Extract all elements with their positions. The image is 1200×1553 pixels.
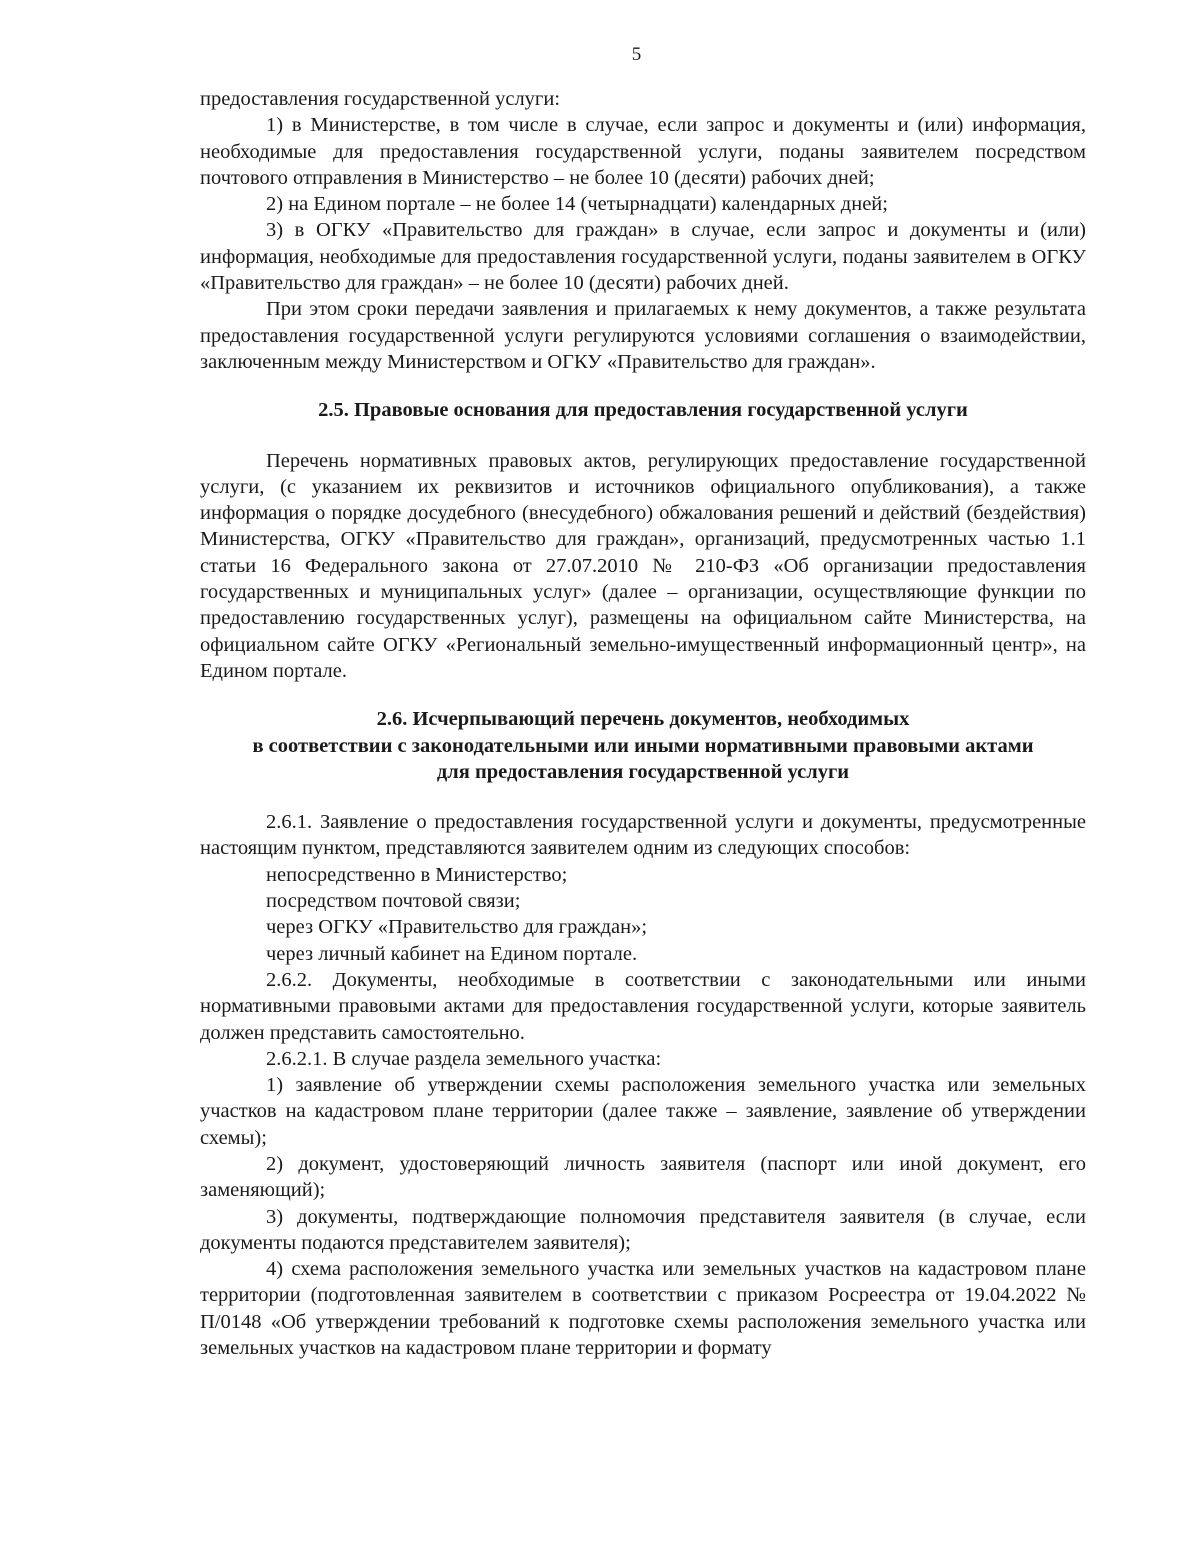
paragraph: 2.6.2.1. В случае раздела земельного участка: (266, 1047, 662, 1070)
section-heading-2-5: 2.5. Правовые основания для предоставления государственной услуги (318, 399, 968, 422)
heading-line: 2.6. Исчерпывающий перечень документов, необходимых (376, 708, 910, 731)
paragraph: 3) в ОГКУ «Правительство для граждан» в случае, если запрос и документы и (или) информация, необходимые для предоставления государственной услуги, поданы заявителем в ОГКУ «Правительство для граждан» – не более 10 (десяти) рабочих дней. (200, 219, 1086, 295)
list-item: 3) документы, подтверждающие полномочия представителя заявителя (в случае, если документы подаются представителем заявителя); (200, 1205, 1086, 1254)
paragraph: 2) на Едином портале – не более 14 (четырнадцати) календарных дней; (266, 193, 888, 216)
section-heading-2-6 (200, 706, 1086, 785)
heading-line: для предоставления государственной услуги (436, 760, 850, 783)
paragraph: При этом сроки передачи заявления и прилагаемых к нему документов, а также результата предоставления государственной услуги регулируются условиями соглашения о взаимодействии, заключенным между Министерством и ОГКУ «Правительство для граждан». (200, 298, 1086, 373)
list-item: посредством почтовой связи; (266, 890, 521, 913)
list-item: непосредственно в Министерство; (266, 863, 568, 886)
paragraph: 2.6.1. Заявление о предоставления государственной услуги и документы, предусмотренные настоящим пунктом, представляются заявителем одним из следующих способов: (200, 811, 1086, 860)
list-item: 1) заявление об утверждении схемы расположения земельного участка или земельных участков на кадастровом плане территории (далее также – заявление, заявление об утверждении схемы); (200, 1074, 1086, 1149)
paragraph: Перечень нормативных правовых актов, регулирующих предоставление государственной услуги, (с указанием их реквизитов и источников официального опубликования), а также информация о порядке досудебного (внесудебного) обжалования решений и действий (бездействия) Министерства, ОГКУ «Правительство для граждан», организаций, предусмотренных частью 1.1 статьи 16 Федерального закона от 27.07.2010 № 210-ФЗ «Об организации предоставления государственных и муниципальных услуг» (далее – организации, осуществляющие функции по предоставлению государственных услуг), размещены на официальном сайте Министерства, на официальном сайте ОГКУ «Региональный земельно-имущественный информационный центр», на Едином портале. (200, 449, 1086, 682)
paragraph: 1) в Министерстве, в том числе в случае, если запрос и документы и (или) информация, необходимые для предоставления государственной услуги, поданы заявителем посредством почтового отправления в Министерство – не более 10 (десяти) рабочих дней; (200, 114, 1086, 189)
list-item: через личный кабинет на Едином портале. (266, 942, 638, 965)
heading-line: в соответствии с законодательными или иными нормативными правовыми актами (252, 734, 1034, 757)
paragraph: предоставления государственной услуги: (200, 88, 561, 110)
paragraph: 2.6.2. Документы, необходимые в соответствии с законодательными или иными нормативными правовыми актами для предоставления государственной услуги, которые заявитель должен представить самостоятельно. (200, 968, 1086, 1044)
list-item: 4) схема расположения земельного участка или земельных участков на кадастровом плане территории (подготовленная заявителем в соответствии с приказом Росреестра от 19.04.2022 № П/0148 «Об утверждении требований к подготовке схемы расположения земельного участка или земельных участков на кадастровом плане территории и формату (200, 1258, 1086, 1360)
list-item: 2) документ, удостоверяющий личность заявителя (паспорт или иной документ, его заменяющий); (200, 1152, 1086, 1202)
document-body (200, 86, 1086, 1361)
page-number: 5 (631, 44, 642, 65)
list-item: через ОГКУ «Правительство для граждан»; (266, 916, 648, 939)
